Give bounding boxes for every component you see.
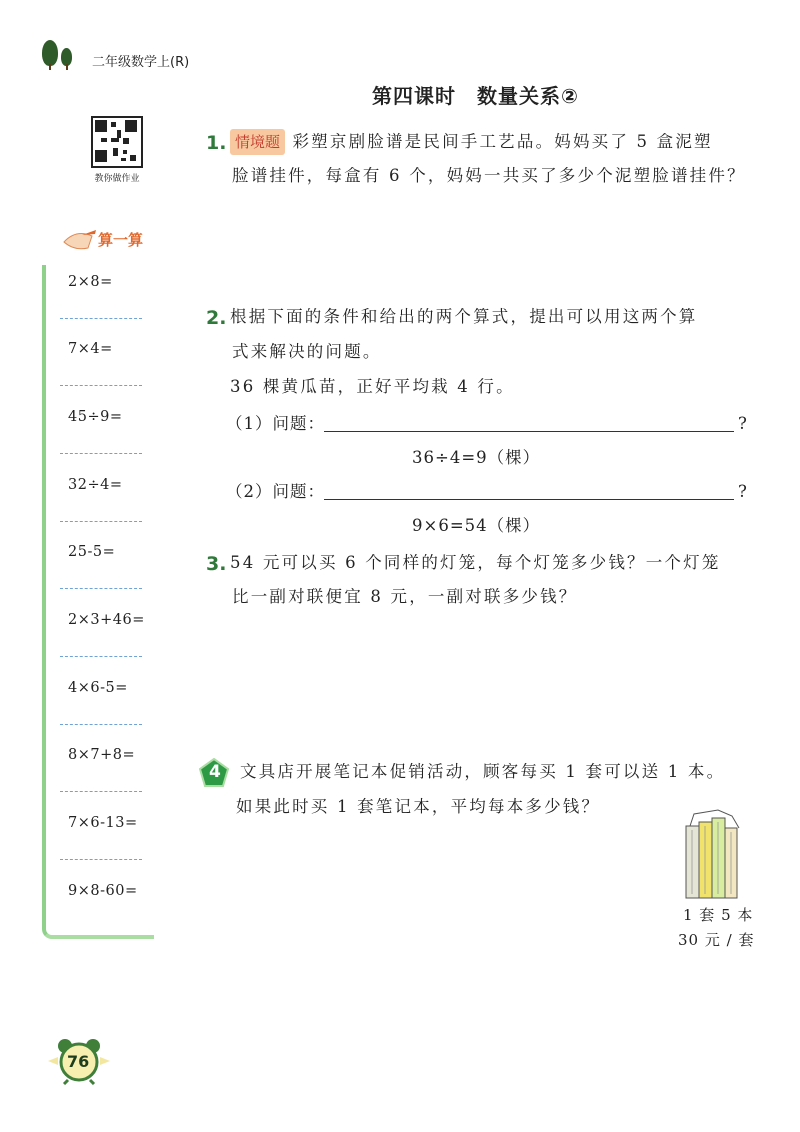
question-2-line-1: 根据下面的条件和给出的两个算式，提出可以用这两个算: [230, 307, 698, 326]
sub-question-2-end: ?: [738, 482, 750, 501]
calc-item: 2×8=: [68, 274, 113, 290]
answer-dash: [60, 385, 142, 386]
calc-item: 7×6-13=: [68, 815, 138, 831]
question-3-line-2: 比一副对联便宜 8 元，一副对联多少钱？: [232, 587, 578, 606]
answer-dash: [60, 791, 142, 792]
answer-dash: [60, 318, 142, 319]
tree-logo-icon: [42, 40, 78, 70]
answer-dash: [60, 521, 142, 522]
question-4-line-1: 文具店开展笔记本促销活动，顾客每买 1 套可以送 1 本。: [240, 762, 726, 781]
lesson-title: 第四课时 数量关系②: [372, 84, 579, 108]
equation-1: 36÷4=9（棵）: [412, 448, 541, 467]
side-column-border: [42, 265, 154, 939]
question-1-line-2: 脸谱挂件，每盒有 6 个，妈妈一共买了多少个泥塑脸谱挂件？: [232, 166, 746, 185]
question-4-line-2: 如果此时买 1 套笔记本，平均每本多少钱？: [236, 797, 601, 816]
calc-item: 25-5=: [68, 544, 116, 560]
qr-code-icon[interactable]: [91, 116, 143, 168]
sub-question-1-end: ?: [738, 414, 750, 433]
answer-dash: [60, 859, 142, 860]
question-1-line-1: [230, 129, 713, 155]
question-2-number: 2.: [206, 307, 227, 329]
answer-dash: [60, 656, 142, 657]
calc-item: 45÷9=: [68, 409, 123, 425]
calc-item: 2×3+46=: [68, 612, 145, 628]
answer-dash: [60, 453, 142, 454]
answer-dash: [60, 588, 142, 589]
question-2-line-2: 式来解决的问题。: [232, 342, 382, 361]
sub-question-2-label: （2）问题：: [226, 482, 325, 501]
question-1-number: 1.: [206, 132, 227, 154]
question-3-line-1: 54 元可以买 6 个同样的灯笼，每个灯笼多少钱？一个灯笼: [230, 553, 721, 572]
question-2-condition: 36 棵黄瓜苗，正好平均栽 4 行。: [230, 377, 515, 396]
question-1-text-1: 彩塑京剧脸谱是民间手工艺品。妈妈买了 5 盒泥塑: [292, 132, 713, 151]
answer-dash: [60, 724, 142, 725]
page-number: 76: [67, 1052, 90, 1071]
answer-line-1[interactable]: [324, 431, 734, 432]
calc-item: 8×7+8=: [68, 747, 136, 763]
calc-item: 7×4=: [68, 341, 113, 357]
book-title: 二年级数学上(R): [92, 55, 190, 70]
price-line-1: 1 套 5 本: [683, 906, 754, 924]
sub-question-1-label: （1）问题：: [226, 414, 325, 433]
qr-caption: 教你做作业: [94, 174, 140, 184]
equation-2: 9×6=54（棵）: [412, 516, 541, 535]
price-line-2: 30 元 / 套: [678, 931, 755, 949]
question-3-number: 3.: [206, 553, 227, 575]
calc-item: 9×8-60=: [68, 883, 138, 899]
calc-item: 32÷4=: [68, 477, 123, 493]
notebooks-icon: [684, 808, 746, 900]
section-label: 算一算: [98, 231, 144, 249]
answer-line-2[interactable]: [324, 499, 734, 500]
calc-item: 4×6-5=: [68, 680, 128, 696]
scenario-tag: 情境题: [230, 129, 285, 155]
question-4-number: 4: [209, 762, 221, 782]
